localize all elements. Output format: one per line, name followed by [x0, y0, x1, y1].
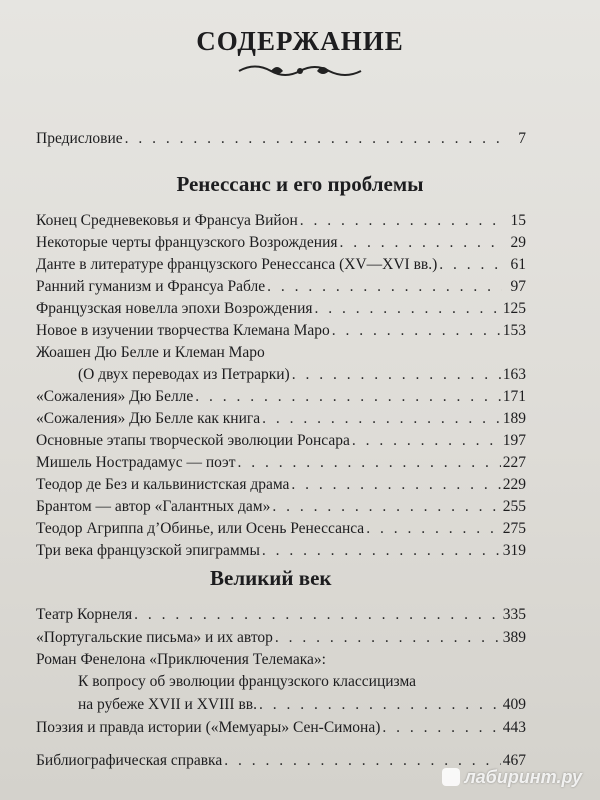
entry-title: Брантом — автор «Галантных дам» [36, 498, 271, 515]
toc-entry [36, 278, 526, 298]
ornament-icon [235, 60, 365, 82]
entry-title: Данте в литературе французского Ренессанса (XV—XVI вв.) [36, 256, 438, 273]
toc-entry [36, 542, 526, 562]
leader-dots [134, 606, 501, 624]
entry-title: Библиографическая справка [36, 752, 223, 769]
page-number: 255 [502, 498, 526, 515]
leader-dots [238, 454, 501, 472]
leader-dots [352, 432, 501, 450]
page-number: 189 [502, 410, 526, 427]
toc-entry [36, 432, 526, 452]
leader-dots [439, 256, 502, 274]
entry-title: Предисловие [36, 130, 123, 147]
entry-title: Новое в изучении творчества Клемана Маро [36, 322, 330, 339]
leader-dots [259, 696, 501, 714]
toc-entry [36, 629, 526, 649]
page-number: 61 [510, 256, 526, 273]
entry-title: «Португальские письма» и их автор [36, 629, 273, 646]
leader-dots [382, 719, 500, 737]
toc-entry [36, 454, 526, 474]
entry-title: «Сожаления» Дю Белле [36, 388, 194, 405]
page-number: 125 [502, 300, 526, 317]
page-number: 335 [502, 606, 526, 623]
toc-entry [78, 696, 526, 716]
entry-title: на рубеже XVII и XVIII вв. [78, 696, 257, 713]
leader-dots [275, 629, 501, 647]
entry-title: Поэзия и правда истории («Мемуары» Сен-Симона) [36, 719, 381, 736]
leader-dots [267, 278, 502, 296]
page-title: СОДЕРЖАНИЕ [196, 26, 404, 56]
page-number: 7 [518, 130, 526, 147]
section-heading-renaissance: Ренессанс и его проблемы [176, 172, 424, 196]
toc-entry [36, 410, 526, 430]
entry-title: Некоторые черты французского Возрождения [36, 234, 338, 251]
page-number: 163 [502, 366, 526, 383]
page-number: 153 [502, 322, 526, 339]
watermark-text: лабиринт.ру [464, 767, 582, 787]
leader-dots [262, 410, 501, 428]
entry-title: Теодор Агриппа д’Обинье, или Осень Ренессанса [36, 520, 365, 537]
toc-entry-continued [36, 651, 526, 671]
leader-dots [332, 322, 501, 340]
page-number: 319 [502, 542, 526, 559]
entry-title: Мишель Нострадамус — поэт [36, 454, 236, 471]
page-number: 443 [502, 719, 526, 736]
entry-title: Ранний гуманизм и Франсуа Рабле [36, 278, 266, 295]
page-number: 409 [502, 696, 526, 713]
leader-dots [300, 212, 502, 230]
page-number: 29 [510, 234, 526, 251]
toc-entry-continued [36, 344, 526, 364]
labyrinth-logo-icon [442, 768, 460, 786]
toc-entry [36, 234, 526, 254]
leader-dots [262, 542, 501, 560]
entry-title: Конец Средневековья и Франсуа Вийон [36, 212, 298, 229]
page-number: 197 [502, 432, 526, 449]
page-number: 171 [502, 388, 526, 405]
leader-dots [315, 300, 501, 318]
toc-entry [36, 719, 526, 739]
toc-entry [36, 300, 526, 320]
toc-entry [36, 520, 526, 540]
leader-dots [272, 498, 500, 516]
toc-entry [36, 606, 526, 626]
section-heading-great-age: Великий век [210, 566, 332, 590]
page-number: 389 [502, 629, 526, 646]
page-number: 229 [502, 476, 526, 493]
entry-title: Теодор де Без и кальвинистская драма [36, 476, 290, 493]
toc-entry [36, 388, 526, 408]
leader-dots [340, 234, 502, 252]
leader-dots [195, 388, 500, 406]
entry-title: «Сожаления» Дю Белле как книга [36, 410, 261, 427]
toc-entry [78, 366, 526, 386]
watermark [442, 767, 582, 788]
leader-dots [292, 366, 501, 384]
page-number: 227 [502, 454, 526, 471]
leader-dots [291, 476, 500, 494]
page-number: 15 [510, 212, 526, 229]
entry-title: Роман Фенелона «Приключения Телемака»: [36, 651, 326, 668]
page-number: 467 [502, 752, 526, 769]
page-number: 97 [510, 278, 526, 295]
toc-entry [36, 212, 526, 232]
toc-entry-continued [78, 673, 526, 693]
entry-title: Жоашен Дю Белле и Клеман Маро [36, 344, 265, 361]
entry-title: (О двух переводах из Петрарки) [78, 366, 290, 383]
leader-dots [125, 130, 502, 148]
toc-entry [36, 498, 526, 518]
leader-dots [366, 520, 501, 538]
toc-entry [36, 256, 526, 276]
entry-title: Французская новелла эпохи Возрождения [36, 300, 313, 317]
entry-title: Три века французской эпиграммы [36, 542, 260, 559]
entry-title: К вопросу об эволюции французского классицизма [78, 673, 417, 690]
toc-entry [36, 476, 526, 496]
toc-entry-preface [36, 130, 526, 150]
toc-entry [36, 322, 526, 342]
entry-title: Театр Корнеля [36, 606, 133, 623]
page-number: 275 [502, 520, 526, 537]
entry-title: Основные этапы творческой эволюции Ронсара [36, 432, 350, 449]
